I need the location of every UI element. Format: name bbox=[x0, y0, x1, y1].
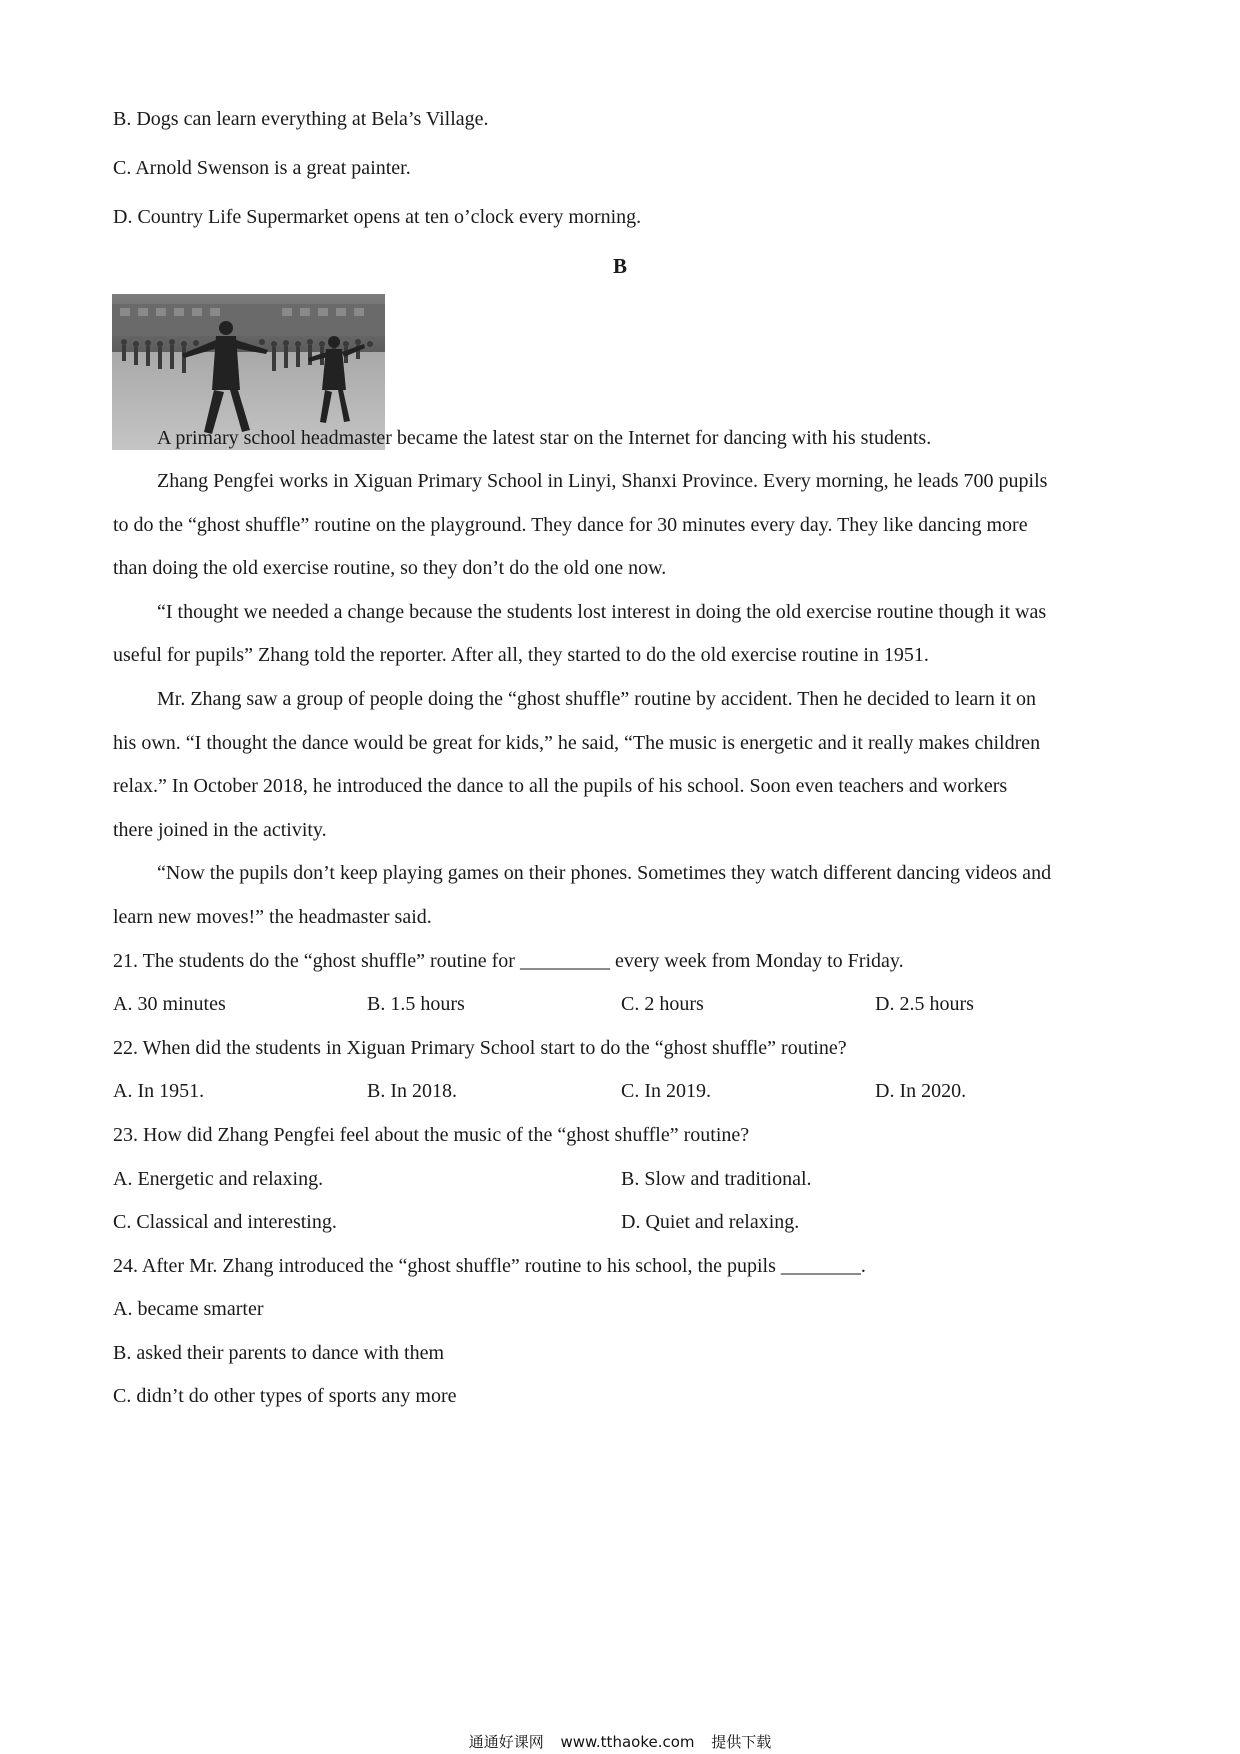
question-22-option-c[interactable]: C. In 2019. bbox=[621, 1080, 711, 1102]
top-option-b: B. Dogs can learn everything at Bela’s Village. bbox=[113, 108, 489, 130]
question-23-stem: 23. How did Zhang Pengfei feel about the music of the “ghost shuffle” routine? bbox=[113, 1124, 750, 1146]
question-23-option-c[interactable]: C. Classical and interesting. bbox=[113, 1211, 337, 1233]
top-option-c: C. Arnold Swenson is a great painter. bbox=[113, 157, 411, 179]
question-23-option-d[interactable]: D. Quiet and relaxing. bbox=[621, 1211, 800, 1233]
question-21-option-c[interactable]: C. 2 hours bbox=[621, 993, 704, 1015]
question-22-option-b[interactable]: B. In 2018. bbox=[367, 1080, 457, 1102]
passage-paragraph-5-line-1: “Now the pupils don’t keep playing games on their phones. Sometimes they watch different dancing videos and bbox=[157, 862, 1052, 884]
passage-paragraph-3-line-1: “I thought we needed a change because the students lost interest in doing the old exercise routine though it was bbox=[157, 601, 1047, 623]
passage-paragraph-3-line-2: useful for pupils” Zhang told the reporter. After all, they started to do the old exercise routine in 1951. bbox=[113, 644, 929, 666]
question-23-option-a[interactable]: A. Energetic and relaxing. bbox=[113, 1168, 324, 1190]
passage-paragraph-4-line-3: relax.” In October 2018, he introduced the dance to all the pupils of his school. Soon even teachers and workers bbox=[113, 775, 1008, 797]
passage-paragraph-4-line-2: his own. “I thought the dance would be great for kids,” he said, “The music is energetic and it really makes children bbox=[113, 732, 1041, 754]
question-23-option-b[interactable]: B. Slow and traditional. bbox=[621, 1168, 812, 1190]
passage-paragraph-2-line-1: Zhang Pengfei works in Xiguan Primary School in Linyi, Shanxi Province. Every morning, he leads 700 pupils bbox=[157, 470, 1048, 492]
question-21-option-b[interactable]: B. 1.5 hours bbox=[367, 993, 465, 1015]
passage-paragraph-4-line-4: there joined in the activity. bbox=[113, 819, 327, 841]
passage-paragraph-1: A primary school headmaster became the latest star on the Internet for dancing with his students. bbox=[157, 427, 932, 449]
passage-paragraph-4-line-1: Mr. Zhang saw a group of people doing the “ghost shuffle” routine by accident. Then he decided to learn it on bbox=[157, 688, 1037, 710]
question-22-stem: 22. When did the students in Xiguan Primary School start to do the “ghost shuffle” routine? bbox=[113, 1037, 847, 1059]
question-24-option-a[interactable]: A. became smarter bbox=[113, 1298, 264, 1320]
section-label: B bbox=[612, 254, 627, 278]
question-22-option-d[interactable]: D. In 2020. bbox=[875, 1080, 967, 1102]
footer-site-name: 通通好课网 bbox=[468, 1733, 544, 1751]
top-option-d: D. Country Life Supermarket opens at ten o’clock every morning. bbox=[113, 206, 642, 228]
footer-url[interactable]: www.tthaoke.com bbox=[560, 1733, 695, 1751]
page-footer bbox=[0, 1731, 1240, 1752]
passage-paragraph-2-line-2: to do the “ghost shuffle” routine on the playground. They dance for 30 minutes every day. They like dancing more bbox=[113, 514, 1028, 536]
question-24-option-c[interactable]: C. didn’t do other types of sports any more bbox=[113, 1385, 457, 1407]
passage-paragraph-5-line-2: learn new moves!” the headmaster said. bbox=[113, 906, 432, 928]
footer-suffix: 提供下载 bbox=[711, 1733, 772, 1751]
question-21-option-a[interactable]: A. 30 minutes bbox=[113, 993, 226, 1015]
question-21-option-d[interactable]: D. 2.5 hours bbox=[875, 993, 974, 1015]
question-24-stem: 24. After Mr. Zhang introduced the “ghost shuffle” routine to his school, the pupils ________. bbox=[113, 1255, 866, 1277]
question-22-option-a[interactable]: A. In 1951. bbox=[113, 1080, 205, 1102]
question-24-option-b[interactable]: B. asked their parents to dance with them bbox=[113, 1342, 445, 1364]
passage-paragraph-2-line-3: than doing the old exercise routine, so they don’t do the old one now. bbox=[113, 557, 667, 579]
question-21-stem: 21. The students do the “ghost shuffle” routine for _________ every week from Monday to Friday. bbox=[113, 950, 904, 972]
